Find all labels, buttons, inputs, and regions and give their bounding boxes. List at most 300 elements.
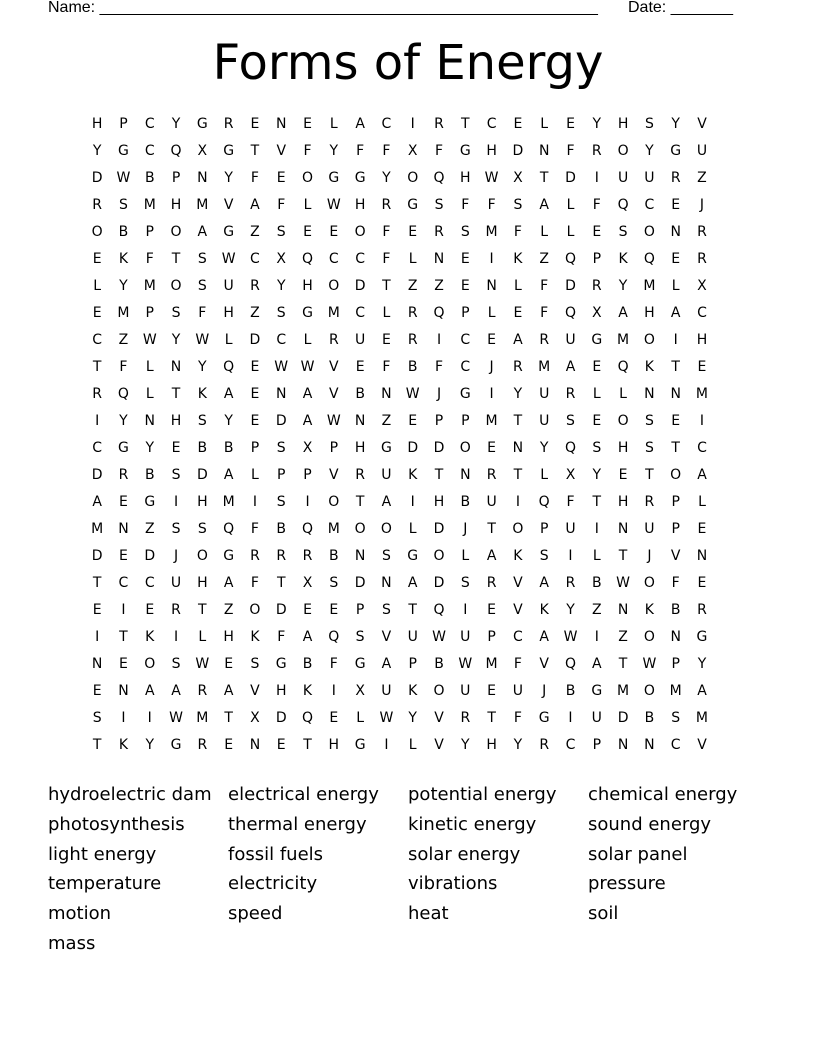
grid-letter: E <box>250 359 260 375</box>
grid-letter: N <box>354 548 366 564</box>
word-bank-item: sound energy <box>588 813 712 835</box>
grid-letter: W <box>169 710 183 726</box>
grid-letter: C <box>565 737 576 753</box>
grid-letter: S <box>276 494 286 510</box>
grid-letter: S <box>276 224 286 240</box>
grid-letter: Y <box>171 332 181 348</box>
grid-letter: E <box>224 737 234 753</box>
grid-letter: R <box>302 548 313 564</box>
grid-letter: H <box>617 440 629 456</box>
grid-letter: N <box>617 521 629 537</box>
grid-letter: W <box>458 656 473 672</box>
grid-letter: I <box>436 332 442 348</box>
grid-letter: S <box>539 548 549 564</box>
grid-letter: R <box>565 575 576 591</box>
grid-letter: P <box>461 413 470 429</box>
grid-letter: D <box>249 332 261 348</box>
grid-letter: U <box>486 494 497 510</box>
grid-letter: L <box>303 332 312 348</box>
grid-letter: Z <box>223 602 234 618</box>
grid-letter: U <box>381 467 392 483</box>
grid-letter: P <box>671 494 680 510</box>
grid-letter: P <box>434 413 444 429</box>
grid-letter: U <box>460 629 471 645</box>
grid-letter: P <box>671 521 680 537</box>
grid-letter: L <box>408 737 417 753</box>
grid-letter: O <box>170 278 182 294</box>
grid-letter: S <box>566 413 575 429</box>
grid-letter: F <box>461 197 470 213</box>
grid-letter: I <box>463 602 468 618</box>
grid-letter: E <box>303 602 312 618</box>
grid-letter: B <box>276 521 287 537</box>
grid-letter: C <box>92 332 103 348</box>
grid-letter: F <box>513 224 522 240</box>
word-bank-item: photosynthesis <box>48 813 185 835</box>
grid-letter: E <box>566 116 575 132</box>
grid-letter: G <box>223 548 235 564</box>
grid-letter: A <box>223 467 234 483</box>
grid-letter: P <box>592 251 602 267</box>
grid-letter: Q <box>433 602 445 618</box>
grid-letter: T <box>92 575 102 591</box>
grid-letter: Q <box>643 251 655 267</box>
grid-letter: O <box>617 413 629 429</box>
grid-letter: N <box>170 359 182 375</box>
grid-letter: M <box>695 386 709 402</box>
grid-letter: Y <box>618 278 628 294</box>
grid-letter: P <box>250 440 260 456</box>
grid-letter: G <box>591 683 603 699</box>
grid-letter: F <box>382 143 391 159</box>
grid-row <box>84 437 715 464</box>
grid-letter: E <box>92 683 102 699</box>
word-bank-item: fossil fuels <box>228 843 324 865</box>
word-bank-item: pressure <box>588 873 666 895</box>
grid-letter: F <box>540 305 549 321</box>
grid-letter: K <box>302 683 313 699</box>
grid-letter: C <box>644 197 655 213</box>
grid-letter: A <box>250 197 260 213</box>
grid-letter: J <box>173 548 179 564</box>
grid-letter: O <box>328 278 340 294</box>
grid-letter: C <box>697 440 707 456</box>
grid-letter: U <box>539 386 550 402</box>
grid-letter: R <box>92 197 103 213</box>
grid-letter: A <box>223 575 234 591</box>
grid-letter: Q <box>564 251 576 267</box>
grid-letter: Z <box>539 251 549 267</box>
grid-letter: R <box>460 710 471 726</box>
grid-letter: Q <box>223 359 235 375</box>
grid-letter: S <box>671 710 681 726</box>
grid-letter: F <box>382 224 391 240</box>
grid-letter: I <box>95 413 100 429</box>
grid-letter: V <box>513 575 523 591</box>
grid-letter: O <box>643 683 655 699</box>
grid-letter: B <box>434 656 444 672</box>
grid-letter: F <box>277 197 286 213</box>
grid-letter: O <box>170 224 182 240</box>
grid-letter: E <box>92 251 102 267</box>
grid-letter: M <box>143 197 156 213</box>
grid-letter: X <box>276 251 287 267</box>
grid-letter: Q <box>564 656 576 672</box>
grid-letter: S <box>171 305 181 321</box>
grid-letter: Y <box>645 143 654 159</box>
grid-letter: O <box>249 602 261 618</box>
grid-letter: S <box>644 413 654 429</box>
grid-letter: S <box>644 116 654 132</box>
grid-letter: O <box>328 494 340 510</box>
grid-letter: Y <box>198 359 207 375</box>
grid-letter: I <box>173 494 179 510</box>
word-bank-item: solar energy <box>408 843 521 865</box>
grid-letter: U <box>591 710 602 726</box>
grid-letter: F <box>329 656 338 672</box>
grid-letter: I <box>489 386 494 402</box>
grid-letter: A <box>407 575 418 591</box>
grid-row <box>84 626 715 653</box>
grid-letter: D <box>91 548 103 564</box>
grid-letter: W <box>642 656 657 672</box>
grid-letter: T <box>224 710 233 726</box>
grid-letter: Q <box>223 521 235 537</box>
grid-letter: Y <box>513 737 523 753</box>
grid-letter: R <box>276 548 287 564</box>
grid-letter: G <box>118 143 129 159</box>
grid-row <box>84 113 715 140</box>
grid-letter: P <box>408 656 417 672</box>
grid-letter: U <box>170 575 182 591</box>
grid-letter: A <box>92 494 102 510</box>
grid-letter: J <box>699 197 705 213</box>
grid-letter: M <box>117 305 130 321</box>
grid-letter: A <box>302 413 313 429</box>
grid-letter: I <box>95 629 100 645</box>
grid-letter: O <box>670 467 682 483</box>
grid-row <box>84 383 715 410</box>
grid-letter: Z <box>434 278 444 294</box>
grid-letter: O <box>380 521 392 537</box>
grid-letter: I <box>173 629 179 645</box>
grid-letter: O <box>643 332 655 348</box>
grid-letter: M <box>617 332 630 348</box>
grid-letter: Q <box>617 197 629 213</box>
grid-letter: C <box>144 143 155 159</box>
grid-letter: L <box>329 116 338 132</box>
grid-letter: D <box>275 710 287 726</box>
grid-letter: F <box>592 197 601 213</box>
grid-row <box>84 734 715 761</box>
grid-letter: A <box>223 386 234 402</box>
word-bank-item: solar panel <box>588 843 688 865</box>
grid-letter: M <box>327 305 340 321</box>
name-field-label: Name: ________________________________________________________ <box>48 0 598 16</box>
grid-letter: L <box>540 116 549 132</box>
grid-letter: N <box>144 413 155 429</box>
grid-letter: S <box>644 440 654 456</box>
word-bank-item: chemical energy <box>588 784 738 805</box>
grid-letter: W <box>563 629 578 645</box>
grid-letter: E <box>355 359 365 375</box>
grid-letter: S <box>381 548 391 564</box>
grid-letter: D <box>433 575 445 591</box>
grid-letter: S <box>92 710 102 726</box>
grid-letter: S <box>329 575 339 591</box>
grid-letter: E <box>460 278 470 294</box>
grid-letter: F <box>250 170 259 186</box>
grid-letter: B <box>197 440 208 456</box>
grid-letter: C <box>355 305 365 321</box>
grid-letter: P <box>171 170 181 186</box>
grid-letter: Z <box>250 224 260 240</box>
grid-letter: N <box>118 683 129 699</box>
grid-letter: N <box>512 440 524 456</box>
grid-letter: Y <box>513 386 523 402</box>
grid-letter: T <box>92 359 102 375</box>
grid-letter: H <box>170 197 182 213</box>
grid-letter: T <box>382 278 391 294</box>
grid-letter: T <box>592 494 602 510</box>
grid-letter: T <box>171 251 181 267</box>
grid-letter: O <box>643 575 655 591</box>
grid-letter: P <box>329 440 339 456</box>
grid-letter: Q <box>170 143 182 159</box>
grid-letter: T <box>198 602 207 618</box>
grid-letter: S <box>250 656 260 672</box>
grid-letter: G <box>591 332 603 348</box>
grid-row <box>84 194 715 221</box>
grid-letter: E <box>276 737 286 753</box>
grid-letter: L <box>408 521 417 537</box>
grid-letter: K <box>644 602 654 618</box>
grid-letter: C <box>670 737 681 753</box>
word-bank-item: light energy <box>48 843 157 865</box>
grid-letter: R <box>197 737 208 753</box>
grid-letter: A <box>144 683 155 699</box>
grid-letter: W <box>326 197 341 213</box>
grid-letter: N <box>275 386 287 402</box>
grid-letter: F <box>303 143 312 159</box>
grid-letter: I <box>121 710 126 726</box>
grid-row <box>84 545 715 572</box>
grid-letter: N <box>670 224 681 240</box>
grid-letter: B <box>407 359 418 375</box>
grid-letter: S <box>276 305 286 321</box>
grid-letter: R <box>565 386 576 402</box>
grid-letter: N <box>433 251 445 267</box>
grid-letter: L <box>93 278 102 294</box>
grid-letter: C <box>460 332 471 348</box>
grid-letter: E <box>513 305 523 321</box>
grid-row <box>84 518 715 545</box>
grid-letter: U <box>565 521 576 537</box>
grid-row <box>84 464 715 491</box>
grid-letter: H <box>223 629 234 645</box>
grid-letter: P <box>461 305 470 321</box>
grid-letter: V <box>276 143 287 159</box>
grid-row <box>84 140 715 167</box>
grid-letter: E <box>592 359 602 375</box>
grid-letter: G <box>696 629 708 645</box>
grid-letter: F <box>250 575 259 591</box>
grid-letter: Z <box>697 170 707 186</box>
grid-letter: X <box>250 710 260 726</box>
grid-letter: G <box>354 170 366 186</box>
grid-letter: G <box>196 116 208 132</box>
grid-letter: I <box>384 737 389 753</box>
grid-letter: O <box>354 224 366 240</box>
grid-letter: Y <box>119 278 128 294</box>
grid-letter: A <box>539 629 549 645</box>
grid-letter: U <box>539 413 550 429</box>
grid-letter: F <box>671 575 680 591</box>
grid-letter: P <box>487 629 496 645</box>
grid-letter: V <box>329 467 339 483</box>
grid-letter: L <box>487 305 496 321</box>
grid-letter: R <box>118 467 129 483</box>
word-bank <box>48 780 768 959</box>
grid-letter: L <box>356 710 365 726</box>
grid-letter: N <box>644 386 655 402</box>
word-bank-item: hydroelectric dam <box>48 784 212 805</box>
grid-letter: H <box>617 116 629 132</box>
grid-letter: E <box>119 494 128 510</box>
grid-letter: H <box>91 116 103 132</box>
grid-letter: F <box>382 359 391 375</box>
grid-letter: O <box>433 683 445 699</box>
grid-letter: K <box>118 251 129 267</box>
grid-letter: M <box>669 683 682 699</box>
grid-letter: T <box>303 737 312 753</box>
grid-letter: T <box>487 710 496 726</box>
grid-letter: N <box>460 467 471 483</box>
grid-letter: F <box>513 710 522 726</box>
grid-letter: X <box>355 683 365 699</box>
grid-letter: H <box>302 278 313 294</box>
grid-letter: C <box>513 629 523 645</box>
grid-letter: N <box>381 386 392 402</box>
grid-letter: E <box>381 332 391 348</box>
grid-letter: Q <box>564 440 576 456</box>
grid-letter: V <box>329 359 339 375</box>
grid-letter: A <box>565 359 576 375</box>
grid-letter: I <box>252 494 257 510</box>
grid-letter: Q <box>117 386 129 402</box>
grid-letter: I <box>673 332 678 348</box>
grid-letter: B <box>223 440 234 456</box>
grid-letter: A <box>223 683 234 699</box>
grid-letter: I <box>147 710 152 726</box>
grid-row <box>84 275 715 302</box>
grid-letter: H <box>696 332 708 348</box>
grid-row <box>84 302 715 329</box>
grid-letter: T <box>92 737 102 753</box>
grid-letter: A <box>381 494 392 510</box>
grid-letter: N <box>617 602 629 618</box>
grid-letter: R <box>434 224 444 240</box>
grid-letter: R <box>486 575 497 591</box>
grid-letter: W <box>405 386 420 402</box>
grid-letter: N <box>644 737 655 753</box>
grid-letter: R <box>355 467 365 483</box>
grid-letter: W <box>221 251 236 267</box>
grid-letter: E <box>92 305 102 321</box>
grid-letter: X <box>565 467 576 483</box>
grid-letter: Q <box>617 359 629 375</box>
grid-row <box>84 707 715 734</box>
grid-letter: M <box>327 521 340 537</box>
grid-letter: H <box>275 683 287 699</box>
grid-letter: G <box>118 440 129 456</box>
grid-letter: D <box>275 413 287 429</box>
date-field-label: Date: _______ <box>628 0 733 16</box>
grid-row <box>84 248 715 275</box>
grid-letter: C <box>144 575 155 591</box>
grid-letter: J <box>463 521 468 537</box>
grid-letter: D <box>354 575 366 591</box>
grid-letter: E <box>592 224 602 240</box>
grid-letter: I <box>121 602 126 618</box>
grid-letter: I <box>699 413 705 429</box>
grid-letter: E <box>671 413 681 429</box>
grid-letter: N <box>538 143 550 159</box>
grid-letter: L <box>461 548 470 564</box>
grid-letter: G <box>223 143 235 159</box>
grid-letter: E <box>171 440 181 456</box>
grid-letter: U <box>696 143 708 159</box>
grid-letter: E <box>250 386 260 402</box>
grid-letter: T <box>513 413 523 429</box>
grid-letter: M <box>196 710 209 726</box>
grid-letter: T <box>119 629 128 645</box>
grid-letter: R <box>381 197 392 213</box>
grid-letter: N <box>118 521 129 537</box>
grid-letter: O <box>302 170 314 186</box>
grid-letter: B <box>302 656 313 672</box>
grid-letter: S <box>197 413 207 429</box>
grid-letter: X <box>302 440 313 456</box>
grid-letter: R <box>197 683 208 699</box>
grid-letter: R <box>591 278 602 294</box>
grid-letter: Y <box>119 413 128 429</box>
grid-letter: Y <box>408 710 417 726</box>
grid-row <box>84 491 715 518</box>
grid-letter: V <box>539 656 549 672</box>
grid-letter: R <box>434 116 444 132</box>
grid-letter: R <box>250 278 260 294</box>
grid-letter: B <box>144 170 155 186</box>
grid-letter: D <box>144 548 156 564</box>
grid-letter: A <box>592 656 602 672</box>
grid-letter: E <box>250 116 260 132</box>
grid-letter: E <box>276 170 286 186</box>
grid-letter: E <box>408 224 418 240</box>
grid-letter: K <box>197 386 207 402</box>
grid-letter: C <box>460 359 471 375</box>
grid-letter: O <box>512 521 524 537</box>
grid-letter: L <box>540 467 549 483</box>
grid-letter: K <box>145 629 155 645</box>
grid-letter: B <box>144 467 155 483</box>
grid-row <box>84 599 715 626</box>
grid-letter: C <box>355 251 365 267</box>
grid-letter: N <box>354 413 366 429</box>
grid-letter: U <box>354 332 366 348</box>
grid-letter: T <box>461 116 470 132</box>
grid-row <box>84 167 715 194</box>
